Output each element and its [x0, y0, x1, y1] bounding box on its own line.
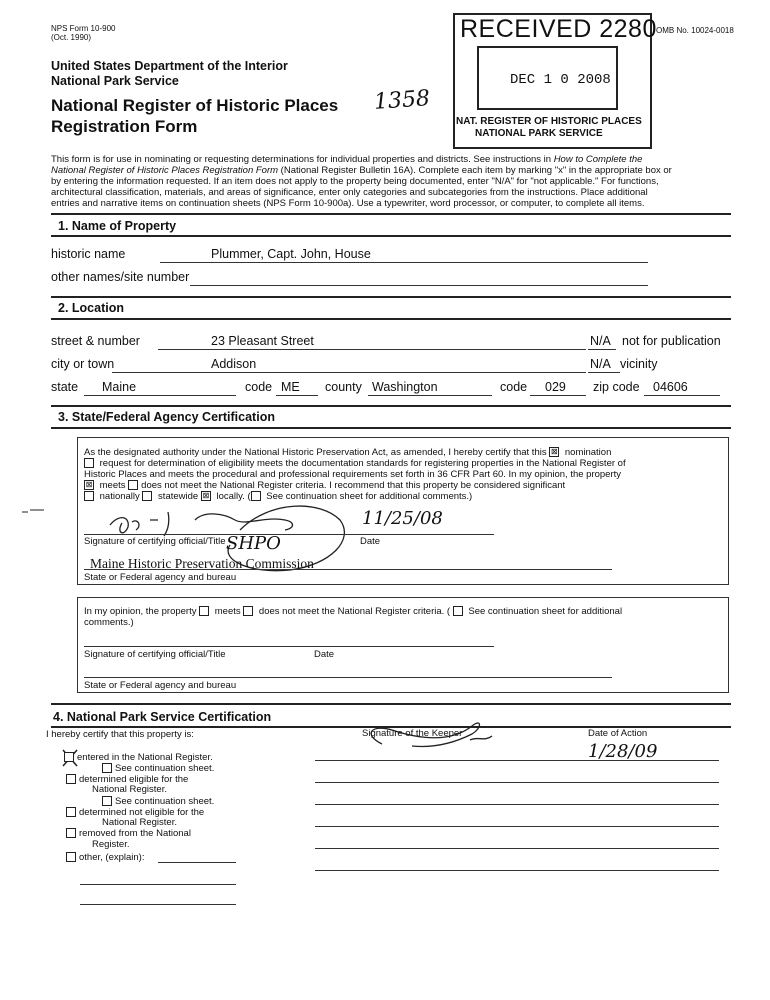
state-label: state — [51, 380, 79, 394]
state-value[interactable]: Maine — [102, 380, 137, 394]
other-line-3[interactable] — [80, 904, 236, 905]
signature-line — [84, 534, 494, 535]
agency-line — [84, 569, 612, 570]
county-value[interactable]: Washington — [372, 380, 438, 394]
agency-label: State or Federal agency and bureau — [84, 572, 237, 583]
stamp-line1: NAT. REGISTER OF HISTORIC PLACES — [456, 116, 642, 127]
code-value[interactable]: ME — [281, 380, 300, 394]
county-label: county — [325, 380, 362, 394]
opinion-continuation-checkbox[interactable] — [453, 606, 463, 616]
option-removed-2: Register. — [92, 839, 130, 850]
stamp-date: DEC 1 0 2008 — [510, 72, 611, 88]
keeper-line-3 — [315, 804, 719, 805]
city-label: city or town — [51, 357, 115, 371]
nomination-checkbox[interactable]: ⊠ — [550, 447, 558, 457]
omb-number: OMB No. 10024-0018 — [656, 26, 734, 35]
form-title-line1: National Register of Historic Places — [51, 96, 339, 115]
other-line-2[interactable] — [80, 884, 236, 885]
zip-value[interactable]: 04606 — [653, 380, 688, 394]
opinion-meets-checkbox[interactable] — [199, 606, 209, 616]
form-number: NPS Form 10-900 — [51, 24, 116, 33]
form-title-line2: Registration Form — [51, 117, 198, 136]
department: United States Department of the Interior — [51, 59, 288, 73]
vicinity-label: vicinity — [620, 357, 658, 371]
keeper-line-6 — [315, 870, 719, 871]
keeper-line-1 — [315, 760, 719, 761]
not-for-publication-label: not for publication — [622, 334, 721, 348]
street-value[interactable]: 23 Pleasant Street — [211, 334, 314, 348]
option-not-eligible-2: National Register. — [102, 817, 177, 828]
stamp-received: RECEIVED 2280 — [460, 15, 657, 43]
keeper-line-5 — [315, 848, 719, 849]
option-other[interactable]: other, (explain): — [66, 852, 144, 863]
vicinity-value[interactable]: N/A — [590, 357, 611, 371]
not-for-publication-value[interactable]: N/A — [590, 334, 611, 348]
handwritten-reference-number: 1358 — [373, 86, 431, 115]
historic-name-value[interactable]: Plummer, Capt. John, House — [211, 247, 371, 261]
county-code-value[interactable]: 029 — [545, 380, 566, 394]
keeper-label: Signature of the Keeper — [362, 728, 463, 739]
date-of-action-label: Date of Action — [588, 728, 648, 739]
other-line-1[interactable] — [158, 862, 236, 863]
section2-title: 2. Location — [58, 301, 124, 315]
city-value[interactable]: Addison — [211, 357, 257, 371]
opinion-not-meet-checkbox[interactable] — [243, 606, 253, 616]
option-eligible-continuation[interactable]: See continuation sheet. — [102, 796, 214, 807]
certification-text: As the designated authority under the National Historic Preservation Act, as amended, I hereby certify that this ⊠ nomination request for determination of eligibility meets the documentation standards for registering properties in the National Register of Historic Places and meets the procedural and professional requirements set forth in 36 CFR Part 60. In my opinion, the property ⊠ meets does not meet the National Register criteria. I recommend that this property be considered significant nationally statewide ⊠ locally. ( See continuation sheet for additional comments.) — [84, 447, 626, 502]
signature2-line — [84, 646, 494, 647]
option-determined-eligible-2: National Register. — [92, 784, 167, 795]
instructions: This form is for use in nominating or requesting determinations for individual properties and districts. See instructions in How to Complete the National Register of Historic Places Registration Form (National Register Bulletin 16A). Complete each item by marking "x" in the appropriate box or by entering the information requested. If an item does not apply to the property being documented, enter "N/A" for "not applicable." For functions, architectural classification, materials, and areas of significance, enter only categories and subcategories from the instructions. Place additional entries and narrative items on continuation sheets (NPS Form 10-900a). Use a typewriter, word processor, or computer, to complete all items. — [51, 154, 672, 209]
certify-statement: I hereby certify that this property is: — [46, 729, 194, 740]
option-entered-continuation[interactable]: See continuation sheet. — [102, 763, 214, 774]
signature2-label: Signature of certifying official/Title — [84, 649, 226, 660]
certifying-signature-date: 11/25/08 — [362, 508, 443, 529]
opinion-text: In my opinion, the property meets does not meet the National Register criteria. ( See continuation sheet for additional comments.) — [84, 606, 623, 628]
county-code-label: code — [500, 380, 528, 394]
agency2-line — [84, 677, 612, 678]
section1-title: 1. Name of Property — [58, 219, 177, 233]
option-removed[interactable]: removed from the National — [66, 828, 191, 839]
date-of-action-value: 1/28/09 — [588, 741, 658, 762]
date2-label: Date — [314, 649, 335, 660]
street-label: street & number — [51, 334, 140, 348]
option-determined-eligible[interactable]: determined eligible for the — [66, 774, 188, 785]
option-entered[interactable]: entered in the National Register. — [64, 752, 213, 763]
stamp-line2: NATIONAL PARK SERVICE — [475, 128, 603, 139]
signature-label: Signature of certifying official/Title — [84, 536, 226, 547]
historic-name-label: historic name — [51, 247, 126, 261]
code-label: code — [245, 380, 273, 394]
meets-checkbox[interactable]: ⊠ — [85, 480, 93, 490]
other-names-label: other names/site number — [51, 270, 190, 284]
section4-title: 4. National Park Service Certification — [53, 710, 272, 724]
date-label: Date — [360, 536, 381, 547]
form-date: (Oct. 1990) — [51, 33, 92, 42]
zip-label: zip code — [593, 380, 640, 394]
certifying-official-title: SHPO — [226, 533, 281, 554]
keeper-line-4 — [315, 826, 719, 827]
agency: National Park Service — [51, 74, 179, 88]
agency2-label: State or Federal agency and bureau — [84, 680, 237, 691]
section4-top-rule — [51, 703, 731, 705]
option-not-eligible[interactable]: determined not eligible for the — [66, 807, 204, 818]
agency-value[interactable]: Maine Historic Preservation Commission — [90, 556, 314, 571]
section3-title: 3. State/Federal Agency Certification — [58, 410, 275, 424]
keeper-line-2 — [315, 782, 719, 783]
locally-checkbox[interactable]: ⊠ — [202, 491, 210, 501]
